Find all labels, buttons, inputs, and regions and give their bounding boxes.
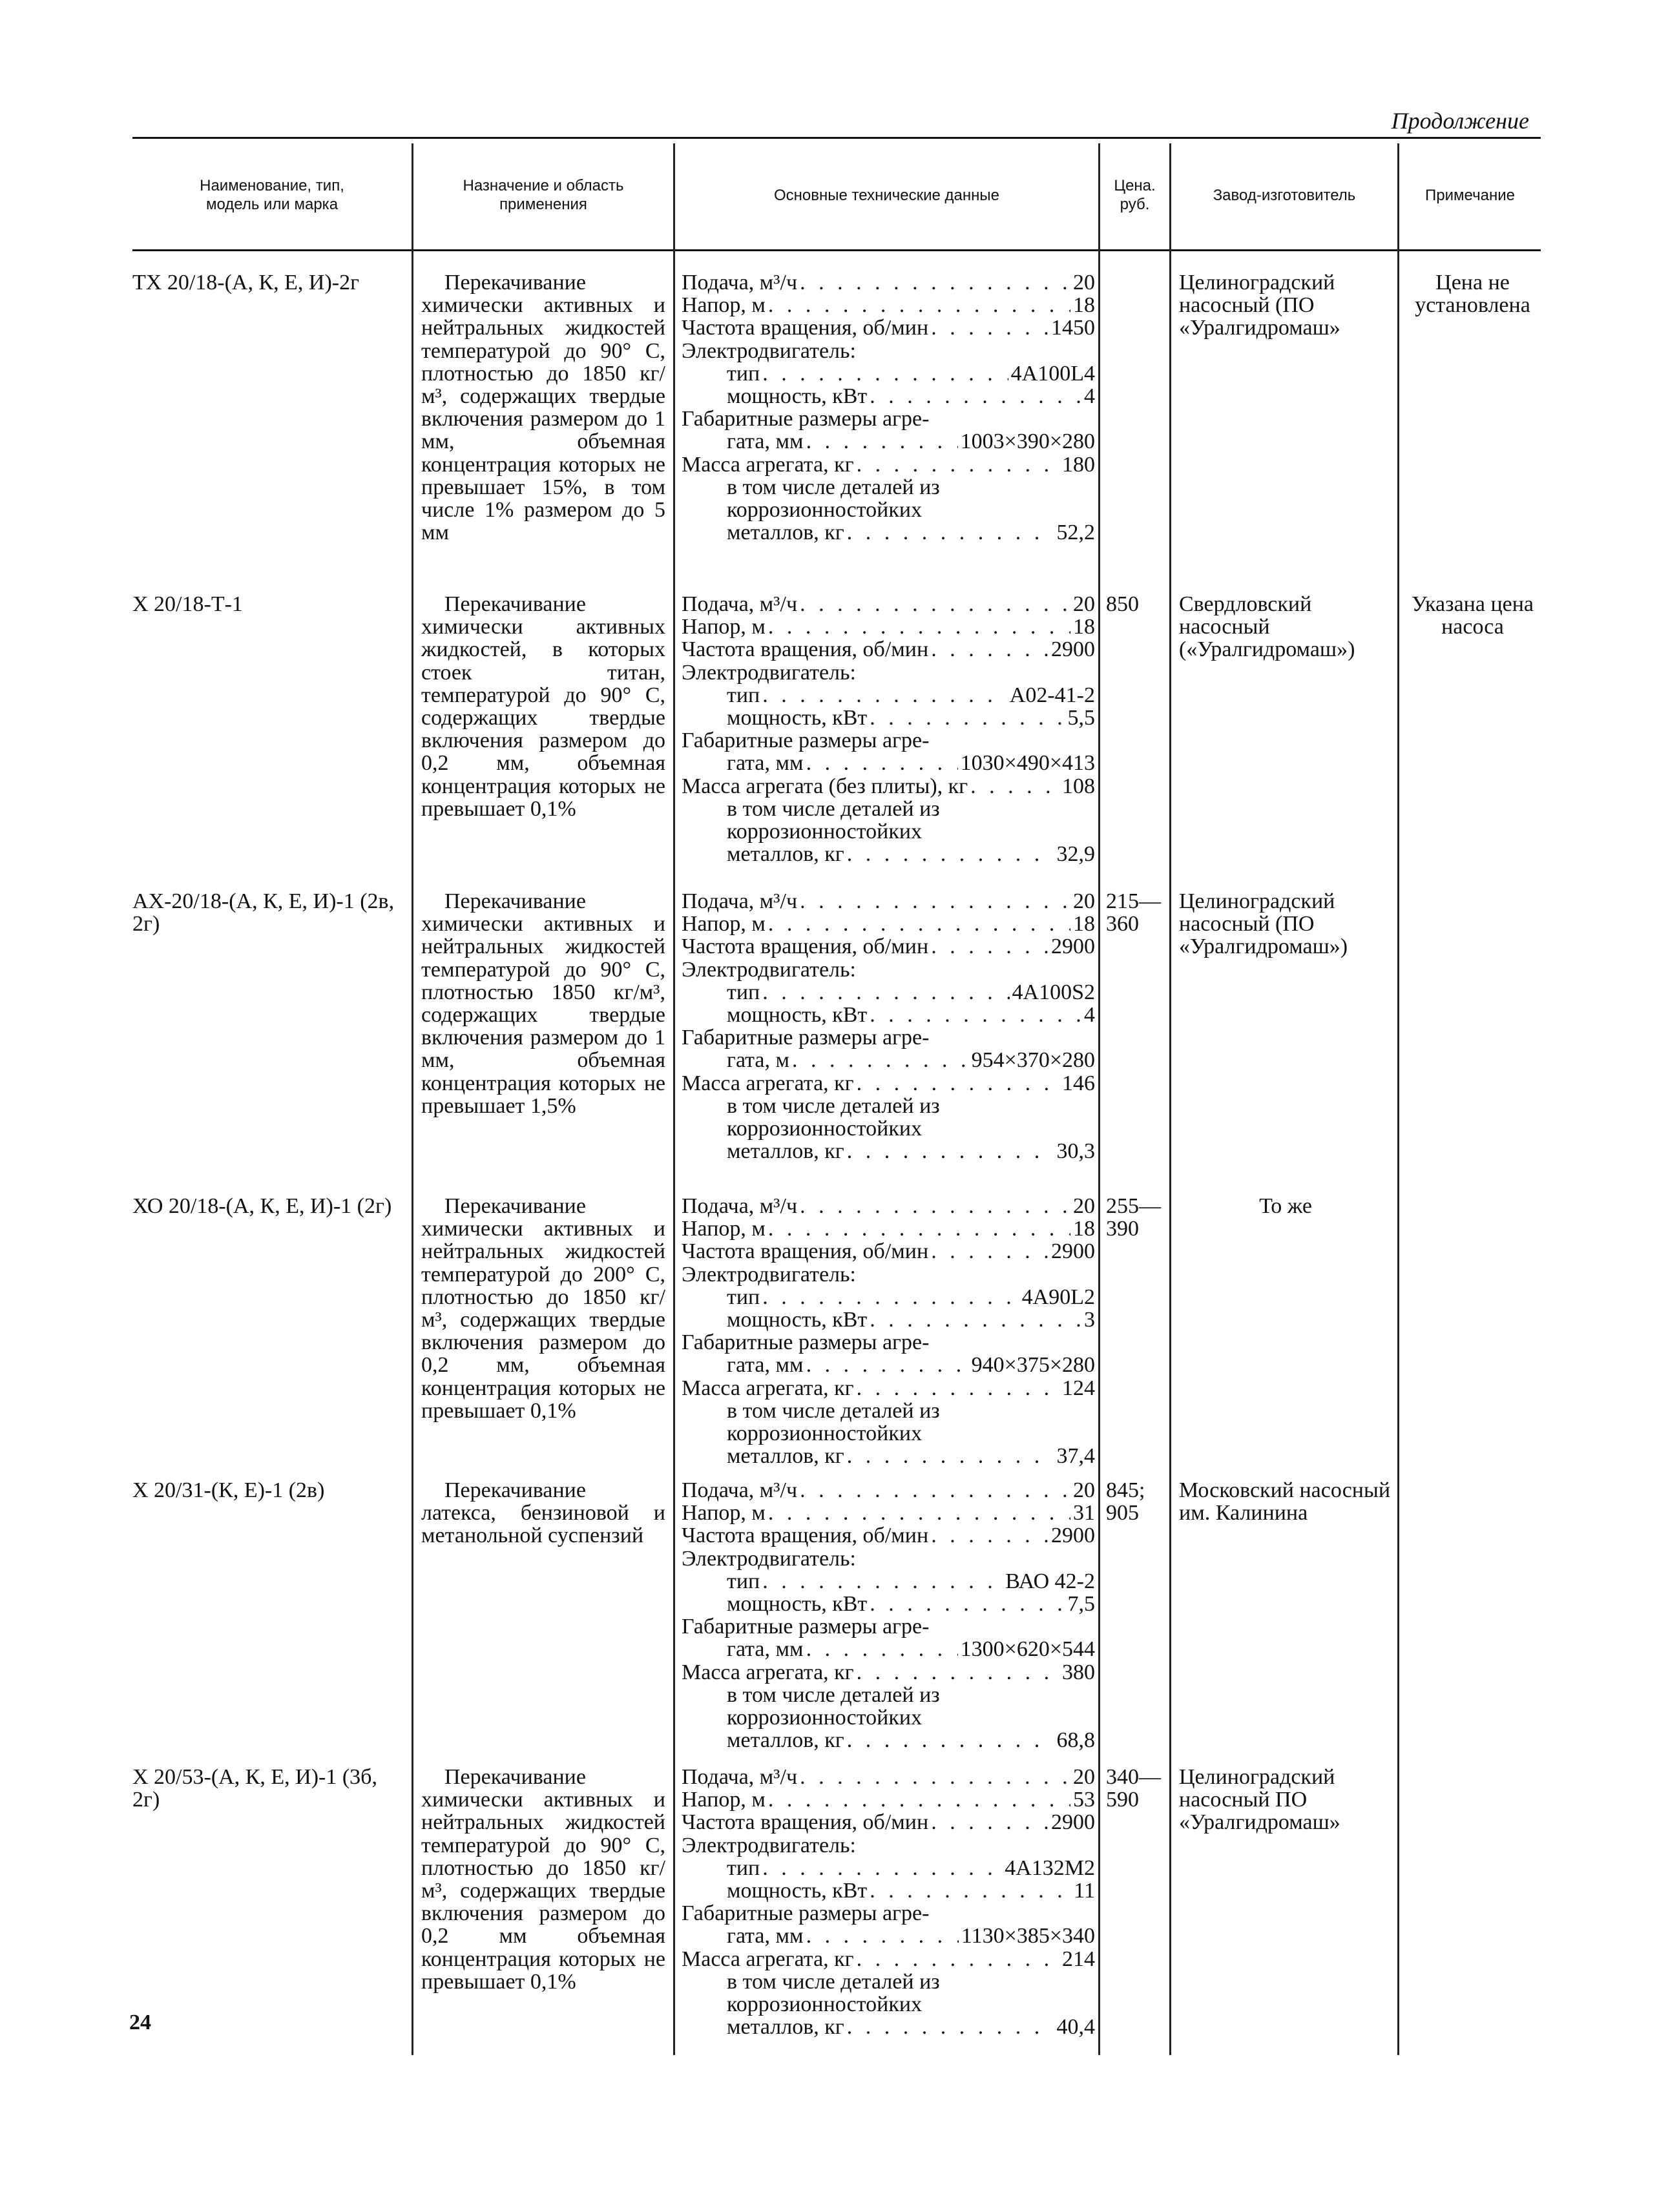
leader-dots [847,521,1054,544]
tech-label: Габаритные размеры агре- [682,1901,930,1926]
tech-label: гата, мм [727,429,804,454]
tech-value: 5,5 [1067,705,1095,730]
leader-dots [800,271,1070,294]
tech-label: Частота вращения, об/мин [682,316,929,340]
tech-label: мощность, кВт [727,384,868,408]
tech-value: 4 [1084,1002,1095,1027]
tech-line [682,521,1095,544]
tech-line [682,1570,1095,1593]
leader-dots [857,1948,1059,1970]
row-name: Х 20/18-Т-1 [132,592,243,616]
tech-line [682,1615,1095,1638]
tech-label: гата, мм [727,1353,804,1378]
tech-value: 940×375×280 [971,1353,1095,1378]
tech-label: в том числе деталей из [727,1682,940,1707]
tech-label: коррозионностойких [727,497,923,522]
tech-label: Масса агрегата (без плиты), кг [682,774,968,798]
tech-line [682,1140,1095,1163]
row-price: 255— 390 [1106,1194,1161,1241]
tech-value: 30,3 [1056,1139,1095,1164]
leader-dots [806,430,958,453]
tech-value: 20 [1073,1194,1095,1218]
tech-line [682,958,1095,981]
tech-line [682,1788,1095,1811]
tech-value: 2900 [1051,1810,1095,1835]
tech-value: 214 [1062,1947,1095,1971]
tech-label: Подача, м³/ч [682,592,798,616]
tech-line [682,638,1095,661]
tech-label: Частота вращения, об/мин [682,935,929,959]
tech-line [682,684,1095,707]
tech-line [682,1661,1095,1684]
leader-dots [931,316,1048,339]
leader-dots [800,1766,1070,1788]
tech-line [682,1834,1095,1857]
tech-value: 4A90L2 [1021,1285,1095,1309]
column-divider [1397,143,1399,2055]
tech-label: в том числе деталей из [727,1969,940,1994]
tech-label: Подача, м³/ч [682,889,798,913]
tech-value: 37,4 [1056,1444,1095,1469]
row-purpose: Перекачивание химически активных и нейтральных жидкостей температурой до 90° С, плотностью 1850 кг/м³, содержащих твердые включения размером до 1 мм, объемная концентрация которых не превышает 1,5% [421,889,665,1118]
tech-label: Частота вращения, об/мин [682,637,929,662]
tech-line [682,707,1095,729]
tech-line [682,843,1095,865]
tech-label: металлов, кг [727,1444,844,1469]
tech-value: 11 [1074,1878,1095,1903]
tech-value: 1130×385×340 [961,1924,1095,1948]
tech-label: тип [727,361,760,386]
tech-value: 4A100S2 [1012,980,1095,1004]
tech-line [682,1879,1095,1902]
leader-dots [800,890,1070,913]
tech-line [682,340,1095,362]
tech-line [682,362,1095,385]
tech-value: ВАО 42-2 [1005,1569,1095,1593]
tech-label: Подача, м³/ч [682,1765,798,1789]
row-tech-data [682,271,1095,544]
tech-label: Масса агрегата, кг [682,1660,854,1684]
tech-value: 31 [1073,1501,1095,1525]
tech-value: 52,2 [1056,521,1095,545]
tech-label: металлов, кг [727,2015,844,2040]
tech-line [682,661,1095,684]
tech-label: Подача, м³/ч [682,271,798,295]
tech-label: Масса агрегата, кг [682,1376,854,1400]
tech-label: Электродвигатель: [682,957,856,982]
page-number: 24 [129,2010,151,2034]
tech-value: 2900 [1051,637,1095,662]
tech-line [682,1593,1095,1615]
leader-dots [931,935,1048,958]
tech-value: 2900 [1051,1239,1095,1264]
tech-line [682,453,1095,476]
tech-value: 20 [1073,271,1095,295]
tech-label: тип [727,1285,760,1309]
leader-dots [857,453,1059,476]
tech-value: 18 [1073,912,1095,936]
tech-label: Электродвигатель: [682,338,856,363]
tech-line [682,752,1095,774]
row-purpose: Перекачивание химически активных и нейтральных жидкостей температурой до 90° С, плотностью до 1850 кг/м³, содержащих твердые включения размером до 0,2 мм объемная концентрация которых не превышает 0,1% [421,1765,665,1994]
tech-line [682,271,1095,294]
tech-value: 108 [1062,774,1095,798]
leader-dots [847,1445,1054,1467]
tech-value: 1450 [1051,316,1095,340]
tech-value: 954×370×280 [971,1048,1095,1073]
row-name: Х 20/31-(К, Е)-1 (2в) [132,1478,325,1502]
tech-line [682,294,1095,316]
tech-line [682,1117,1095,1140]
tech-line [682,1004,1095,1026]
tech-line [682,1217,1095,1240]
tech-label: Напор, м [682,615,766,639]
tech-label: Подача, м³/ч [682,1478,798,1502]
tech-label: тип [727,1855,760,1880]
tech-label: мощность, кВт [727,1878,868,1903]
tech-label: в том числе деталей из [727,796,940,821]
tech-label: Масса агрегата, кг [682,1947,854,1971]
row-note: Цена не установлена [1415,271,1530,318]
header-purpose: Назначение и область применения [463,177,624,213]
tech-line [682,385,1095,408]
leader-dots [806,1638,958,1660]
tech-line [682,1072,1095,1095]
tech-value: 20 [1073,1478,1095,1502]
tech-line [682,1400,1095,1422]
tech-value: А02-41-2 [1009,683,1095,707]
row-plant: Целиноградский насосный ПО «Уралгидромаш» [1179,1765,1340,1835]
row-purpose: Перекачивание химически активных жидкостей, в которых стоек титан, температурой до 90° С, содержащих твердые включения размером до 0,2 мм, объемная концентрация которых не превышает 0,1% [421,592,665,821]
tech-value: 1030×490×413 [960,751,1095,776]
tech-value: 1003×390×280 [960,429,1095,454]
tech-line [682,1377,1095,1400]
tech-line [682,615,1095,638]
tech-label: Электродвигатель: [682,1546,856,1571]
header-price: Цена. руб. [1114,177,1156,213]
tech-label: Габаритные размеры агре- [682,1026,930,1050]
tech-label: металлов, кг [727,1728,844,1753]
header-name: Наименование, тип, модель или марка [200,177,344,213]
tech-line [682,1308,1095,1331]
tech-label: Масса агрегата, кг [682,452,854,477]
leader-dots [870,707,1065,729]
tech-label: гата, мм [727,1924,804,1948]
tech-line [682,1706,1095,1729]
tech-label: коррозионностойких [727,1992,923,2016]
tech-value: 2900 [1051,1524,1095,1548]
tech-label: Напор, м [682,1217,766,1241]
tech-label: Электродвигатель: [682,1262,856,1287]
tech-line [682,1195,1095,1217]
row-tech-data [682,1766,1095,2038]
tech-line [682,1422,1095,1445]
leader-dots [762,684,1007,707]
tech-label: в том числе деталей из [727,1093,940,1118]
leader-dots [870,1308,1081,1331]
tech-label: тип [727,1569,760,1593]
tech-label: мощность, кВт [727,705,868,730]
row-plant: Целиноградский насосный (ПО «Уралгидромаш») [1179,889,1348,959]
tech-line [682,1993,1095,2016]
tech-label: Напор, м [682,293,766,318]
tech-line [682,1331,1095,1354]
tech-value: 18 [1073,293,1095,318]
tech-line [682,890,1095,913]
leader-dots [806,1354,969,1376]
tech-line [682,1240,1095,1263]
leader-dots [870,385,1081,408]
tech-value: 20 [1073,889,1095,913]
tech-line [682,1524,1095,1547]
leader-dots [931,1811,1048,1834]
tech-line [682,430,1095,453]
tech-value: 4A100L4 [1010,361,1095,386]
tech-label: мощность, кВт [727,1002,868,1027]
tech-label: коррозионностойких [727,1116,923,1141]
row-name: Х 20/53-(А, К, Е, И)-1 (3б, 2г) [132,1765,377,1812]
tech-label: гата, мм [727,1637,804,1662]
tech-line [682,775,1095,798]
leader-dots [847,1140,1054,1163]
tech-line [682,408,1095,430]
tech-value: 20 [1073,1765,1095,1789]
tech-value: 180 [1062,452,1095,477]
leader-dots [806,752,958,774]
tech-value: 380 [1062,1660,1095,1684]
tech-label: Габаритные размеры агре- [682,1330,930,1355]
tech-label: Габаритные размеры агре- [682,729,930,753]
tech-label: Частота вращения, об/мин [682,1524,929,1548]
tech-line [682,729,1095,752]
column-divider [1098,143,1100,2055]
header-note: Примечание [1425,186,1515,204]
tech-label: Частота вращения, об/мин [682,1810,929,1835]
row-tech-data [682,1479,1095,1752]
tech-label: тип [727,683,760,707]
tech-label: Напор, м [682,1788,766,1812]
row-note: Указана цена насоса [1411,592,1534,639]
tech-line [682,1049,1095,1071]
tech-line [682,1445,1095,1467]
column-divider [673,143,675,2055]
leader-dots [768,615,1070,638]
leader-dots [768,294,1070,316]
tech-line [682,820,1095,843]
leader-dots [931,1524,1048,1547]
leader-dots [800,593,1070,615]
leader-dots [762,981,1009,1004]
leader-dots [931,1240,1048,1263]
tech-label: Габаритные размеры агре- [682,407,930,431]
tech-value: 124 [1062,1376,1095,1400]
row-tech-data [682,1195,1095,1467]
tech-label: коррозионностойких [727,1705,923,1730]
tech-label: в том числе деталей из [727,1398,940,1423]
tech-label: гата, мм [727,751,804,776]
leader-dots [768,1502,1070,1524]
tech-label: Электродвигатель: [682,1833,856,1857]
continuation-label: Продолжение [1391,108,1529,134]
tech-value: 1300×620×544 [960,1637,1095,1662]
leader-dots [762,1570,1003,1593]
tech-line [682,935,1095,958]
tech-line [682,593,1095,615]
tech-value: 40,4 [1056,2015,1095,2040]
column-divider [1169,143,1171,2055]
row-plant: То же [1259,1194,1312,1218]
tech-value: 146 [1062,1071,1095,1095]
tech-label: металлов, кг [727,1139,844,1164]
tech-line [682,1026,1095,1049]
row-tech-data [682,890,1095,1163]
header-rule [132,249,1541,251]
tech-line [682,1766,1095,1788]
row-name: ХО 20/18-(А, К, Е, И)-1 (2г) [132,1194,392,1218]
tech-line [682,1811,1095,1834]
tech-label: в том числе деталей из [727,475,940,499]
row-purpose: Перекачивание химически активных и нейтральных жидкостей температурой до 90° С, плотностью до 1850 кг/м³, содержащих твердые включения размером до 1 мм, объемная концентрация которых не превышает 15%, в том числе 1% размером до 5 мм [421,271,665,545]
tech-value: 2900 [1051,935,1095,959]
tech-value: 32,9 [1056,842,1095,867]
tech-line [682,1857,1095,1879]
tech-line [682,2016,1095,2038]
tech-line [682,1684,1095,1706]
leader-dots [792,1049,969,1071]
row-name: АХ-20/18-(А, К, Е, И)-1 (2в, 2г) [132,889,395,936]
leader-dots [931,638,1048,661]
tech-value: 7,5 [1067,1591,1095,1616]
tech-label: тип [727,980,760,1004]
tech-line [682,1948,1095,1970]
leader-dots [870,1004,1081,1026]
tech-line [682,1729,1095,1752]
row-plant: Свердловский насосный («Уралгидромаш») [1179,592,1355,662]
leader-dots [847,1729,1054,1752]
leader-dots [768,913,1070,935]
tech-line [682,316,1095,339]
row-plant: Московский насосный им. Калинина [1179,1478,1391,1525]
tech-value: 18 [1073,615,1095,639]
leader-dots [762,1857,1002,1879]
tech-line [682,981,1095,1004]
tech-value: 4 [1084,384,1095,408]
tech-label: Напор, м [682,912,766,936]
leader-dots [800,1195,1070,1217]
row-tech-data [682,593,1095,865]
tech-label: Масса агрегата, кг [682,1071,854,1095]
tech-line [682,913,1095,935]
tech-line [682,1970,1095,1993]
tech-line [682,476,1095,499]
tech-line [682,1902,1095,1925]
tech-value: 18 [1073,1217,1095,1241]
tech-line [682,1638,1095,1660]
row-price: 850 [1106,592,1139,616]
column-divider [412,143,413,2055]
leader-dots [800,1479,1070,1502]
header-tech: Основные технические данные [774,186,999,204]
tech-label: гата, м [727,1048,790,1073]
tech-line [682,1263,1095,1286]
tech-label: мощность, кВт [727,1307,868,1332]
tech-line [682,1502,1095,1524]
tech-label: коррозионностойких [727,819,923,843]
row-name: ТХ 20/18-(А, К, Е, И)-2г [132,271,360,295]
tech-line [682,798,1095,820]
leader-dots [857,1072,1059,1095]
tech-line [682,1925,1095,1947]
tech-line [682,1095,1095,1117]
tech-value: 3 [1084,1307,1095,1332]
row-price: 215— 360 [1106,889,1161,936]
tech-label: мощность, кВт [727,1591,868,1616]
tech-line [682,1286,1095,1308]
leader-dots [847,843,1054,865]
leader-dots [857,1661,1059,1684]
leader-dots [847,2016,1054,2038]
leader-dots [870,1593,1065,1615]
leader-dots [762,362,1008,385]
leader-dots [768,1217,1070,1240]
top-rule [132,137,1541,139]
leader-dots [806,1925,959,1947]
tech-line [682,499,1095,521]
tech-label: Электродвигатель: [682,660,856,685]
tech-label: металлов, кг [727,842,844,867]
tech-value: 68,8 [1056,1728,1095,1753]
tech-line [682,1547,1095,1570]
tech-value: 4A132M2 [1005,1855,1095,1880]
row-price: 845; 905 [1106,1478,1145,1525]
tech-line [682,1479,1095,1502]
tech-value: 20 [1073,592,1095,616]
tech-label: Подача, м³/ч [682,1194,798,1218]
header-plant: Завод-изготовитель [1213,186,1356,204]
tech-label: Частота вращения, об/мин [682,1239,929,1264]
leader-dots [857,1377,1059,1400]
tech-label: металлов, кг [727,521,844,545]
row-plant: Целиноградский насосный (ПО «Уралгидромаш» [1179,271,1340,340]
leader-dots [768,1788,1070,1811]
leader-dots [970,775,1059,798]
row-purpose: Перекачивание химически активных и нейтральных жидкостей температурой до 200° С, плотностью до 1850 кг/м³, содержащих твердые включения размером до 0,2 мм, объемная концентрация которых не превышает 0,1% [421,1194,665,1423]
row-purpose: Перекачивание латекса, бензиновой и метанольной суспензий [421,1478,665,1548]
row-price: 340— 590 [1106,1765,1161,1812]
tech-label: Габаритные размеры агре- [682,1615,930,1639]
tech-line [682,1354,1095,1376]
leader-dots [762,1286,1019,1308]
tech-value: 53 [1073,1788,1095,1812]
tech-label: Напор, м [682,1501,766,1525]
leader-dots [870,1879,1071,1902]
tech-label: коррозионностойких [727,1421,923,1445]
